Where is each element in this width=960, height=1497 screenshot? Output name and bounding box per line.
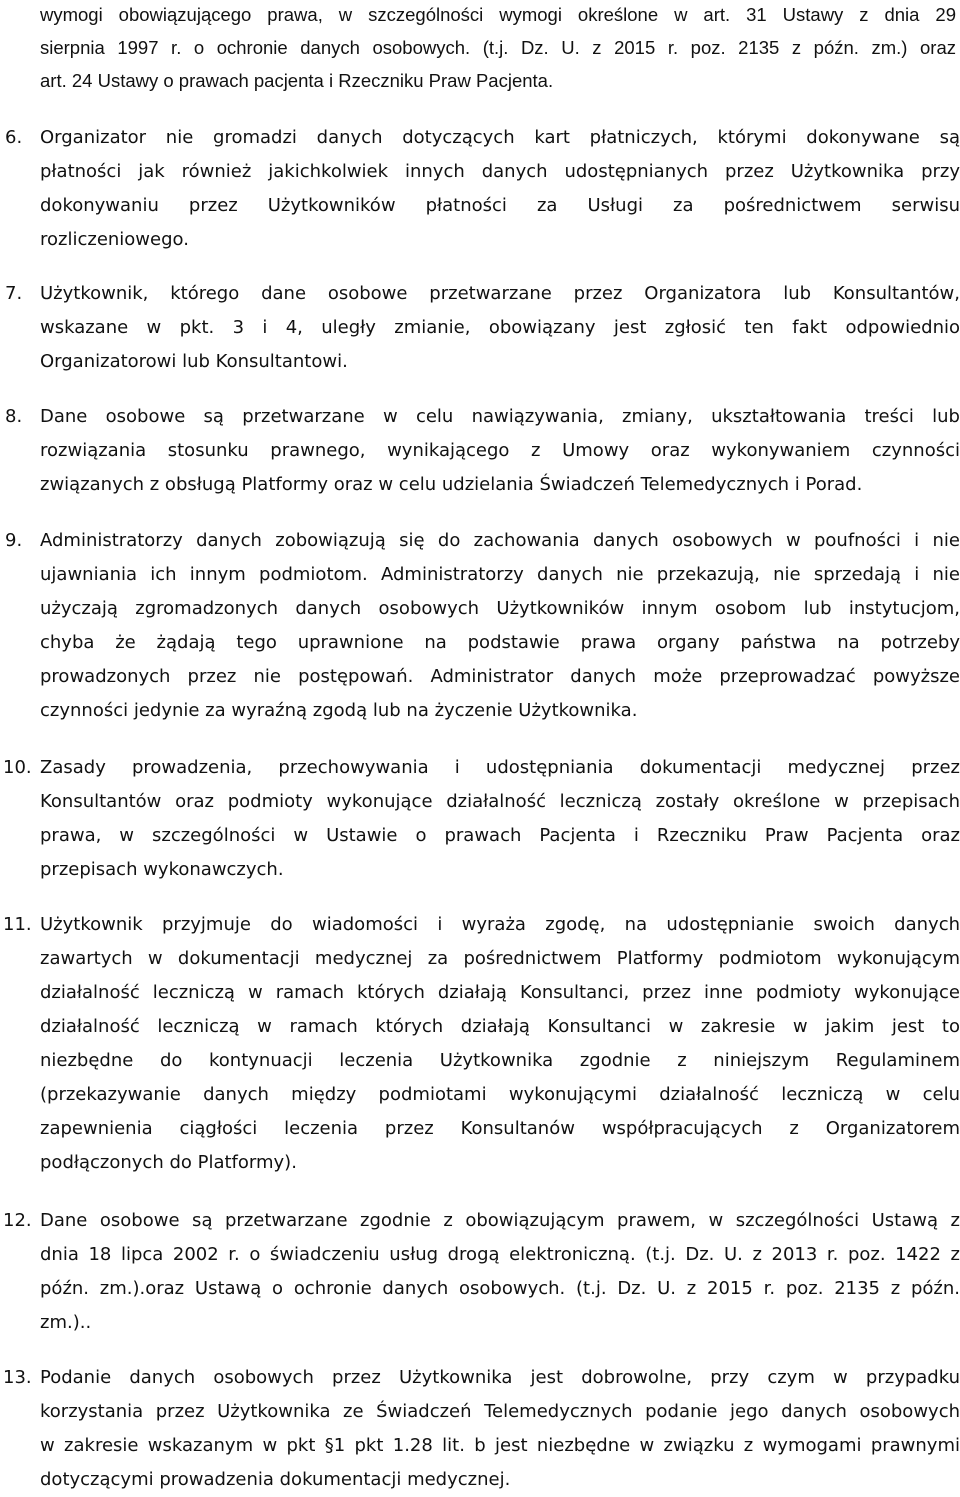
paragraph-line: Podanie danych osobowych przez Użytkownika jest dobrowolne, przy czym w przypadku [40, 1367, 960, 1388]
paragraph-number: 13. [3, 1367, 32, 1388]
paragraph-line: Organizatorowi lub Konsultantowi. [40, 351, 348, 372]
paragraph-line: zapewnienia ciągłości leczenia przez Konsultanów współpracujących z Organizatorem [40, 1118, 960, 1139]
paragraph-line: chyba że żądają tego uprawnione na podstawie prawa organy państwa na potrzeby [40, 632, 960, 653]
paragraph-line: Konsultantów oraz podmioty wykonujące działalność leczniczą zostały określone w przepisach [40, 791, 960, 812]
paragraph-line: rozliczeniowego. [40, 229, 189, 250]
paragraph-line: podłączonych do Platformy). [40, 1152, 297, 1173]
paragraph-line: zawartych w dokumentacji medycznej za pośrednictwem Platformy podmiotom wykonującym [40, 948, 960, 969]
paragraph-number: 11. [3, 914, 32, 935]
paragraph-line: Administratorzy danych zobowiązują się do zachowania danych osobowych w poufności i nie [40, 530, 960, 551]
paragraph-line: dnia 18 lipca 2002 r. o świadczeniu usług drogą elektroniczną. (t.j. Dz. U. z 2013 r. poz. 1422 z [40, 1244, 960, 1265]
paragraph-line: Użytkownik, którego dane osobowe przetwarzane przez Organizatora lub Konsultantów, [40, 283, 960, 304]
paragraph-line: późn. zm.).oraz Ustawą o ochronie danych osobowych. (t.j. Dz. U. z 2015 r. poz. 2135 z późn. [40, 1278, 960, 1299]
paragraph-line: użyczają zgromadzonych danych osobowych Użytkowników innym osobom lub instytucjom, [40, 598, 960, 619]
paragraph-line: korzystania przez Użytkownika ze Świadczeń Telemedycznych podanie jego danych osobowych [40, 1401, 960, 1422]
paragraph-line: Zasady prowadzenia, przechowywania i udostępniania dokumentacji medycznej przez [40, 757, 960, 778]
paragraph-line: przepisach wykonawczych. [40, 859, 284, 880]
paragraph-line: niezbędne do kontynuacji leczenia Użytkownika zgodnie z niniejszym Regulaminem [40, 1050, 960, 1071]
paragraph-line: w zakresie wskazanym w pkt §1 pkt 1.28 lit. b jest niezbędne w związku z wymogami prawnymi [40, 1435, 960, 1456]
paragraph-number: 9. [5, 530, 23, 551]
paragraph-line: Dane osobowe są przetwarzane w celu nawiązywania, zmiany, ukształtowania treści lub [40, 406, 960, 427]
paragraph-line: dokonywaniu przez Użytkowników płatności za Usługi za pośrednictwem serwisu [40, 195, 960, 216]
paragraph-line: wskazane w pkt. 3 i 4, uległy zmianie, obowiązany jest zgłosić ten fakt odpowiednio [40, 317, 960, 338]
paragraph-number: 10. [3, 757, 32, 778]
paragraph-number: 8. [5, 406, 23, 427]
paragraph-line: związanych z obsługą Platformy oraz w celu udzielania Świadczeń Telemedycznych i Porad. [40, 474, 863, 495]
paragraph-number: 6. [5, 127, 23, 148]
paragraph-line: Dane osobowe są przetwarzane zgodnie z obowiązującym prawem, w szczególności Ustawą z [40, 1210, 960, 1231]
paragraph-line: (przekazywanie danych między podmiotami wykonującymi działalność leczniczą w celu [40, 1084, 960, 1105]
paragraph-line: prawa, w szczególności w Ustawie o prawach Pacjenta i Rzeczniku Praw Pacjenta oraz [40, 825, 960, 846]
paragraph-line: dotyczącymi prowadzenia dokumentacji medycznej. [40, 1469, 511, 1490]
intro-line: sierpnia 1997 r. o ochronie danych osobowych. (t.j. Dz. U. z 2015 r. poz. 2135 z późn. zm.) oraz [40, 37, 956, 58]
intro-line: art. 24 Ustawy o prawach pacjenta i Rzeczniku Praw Pacjenta. [40, 70, 554, 91]
paragraph-number: 7. [5, 283, 23, 304]
intro-line: wymogi obowiązującego prawa, w szczególności wymogi określone w art. 31 Ustawy z dnia 29 [40, 4, 956, 25]
paragraph-line: Organizator nie gromadzi danych dotyczących kart płatniczych, którymi dokonywane są [40, 127, 960, 148]
paragraph-line: prowadzonych przez nie postępowań. Administrator danych może przeprowadzać powyższe [40, 666, 960, 687]
paragraph-line: Użytkownik przyjmuje do wiadomości i wyraża zgodę, na udostępnianie swoich danych [40, 914, 960, 935]
paragraph-line: rozwiązania stosunku prawnego, wynikającego z Umowy oraz wykonywaniem czynności [40, 440, 960, 461]
paragraph-line: działalność leczniczą w ramach których działają Konsultanci w zakresie w jakim jest to [40, 1016, 960, 1037]
paragraph-line: czynności jedynie za wyraźną zgodą lub na życzenie Użytkownika. [40, 700, 638, 721]
paragraph-line: ujawniania ich innym podmiotom. Administratorzy danych nie przekazują, nie sprzedają i nie [40, 564, 960, 585]
paragraph-line: zm.).. [40, 1312, 92, 1333]
paragraph-line: działalność leczniczą w ramach których działają Konsultanci, przez inne podmioty wykonujące [40, 982, 960, 1003]
paragraph-line: płatności jak również jakichkolwiek innych danych udostępnianych przez Użytkownika przy [40, 161, 960, 182]
paragraph-number: 12. [3, 1210, 32, 1231]
